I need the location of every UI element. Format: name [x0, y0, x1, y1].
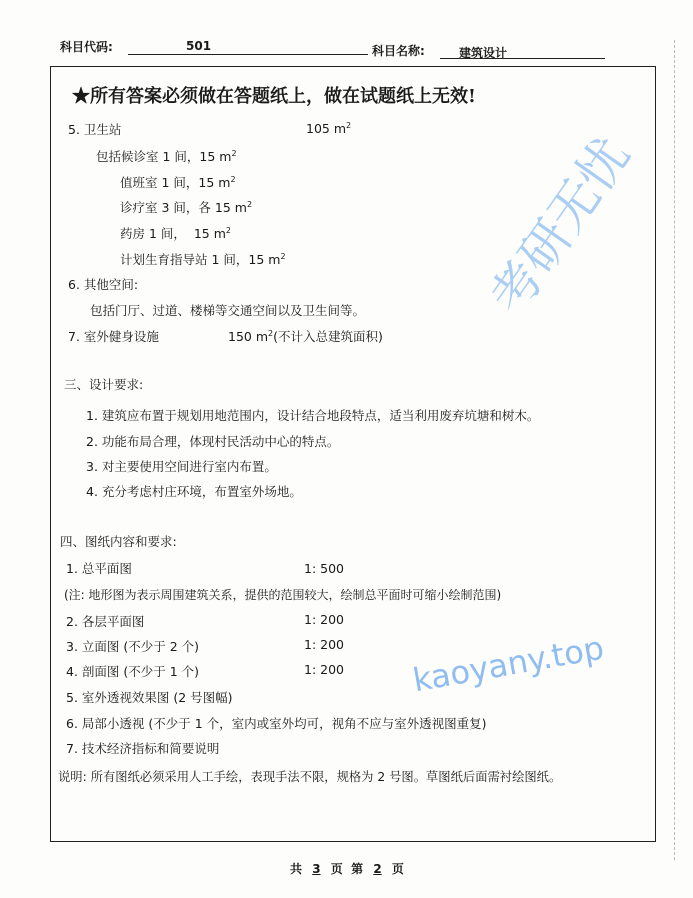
design-requirements-heading: 三、设计要求:	[64, 377, 144, 392]
section5-item: 计划生育指导站 1 间，15 $m^2$	[120, 251, 286, 267]
watermark-url: kaoyany.top	[410, 628, 607, 700]
subject-code-value: 501	[186, 39, 212, 53]
scan-edge	[672, 40, 675, 860]
requirement-item: 2. 功能布局合理，体现村民活动中心的特点。	[86, 434, 340, 449]
section5-item: 诊疗室 3 间，各 15 $m^2$	[120, 199, 253, 215]
drawing-item: 3. 立面图 (不少于 2 个)	[66, 639, 200, 654]
requirement-item: 3. 对主要使用空间进行室内布置。	[86, 459, 277, 474]
drawing-item: 2. 各层平面图	[66, 614, 145, 629]
drawing-item: 6. 局部小透视 (不少于 1 个，室内或室外均可，视角不应与室外透视图重复)	[66, 716, 487, 731]
section6-text: 包括门厅、过道、楼梯等交通空间以及卫生间等。	[90, 303, 366, 318]
drawing-note: (注: 地形图为表示周围建筑关系，提供的范围较大，绘制总平面时可缩小绘制范围)	[64, 588, 502, 602]
subject-name-value: 建筑设计	[459, 46, 508, 60]
requirement-item: 4. 充分考虑村庄环境，布置室外场地。	[86, 484, 302, 499]
section5-title: 5. 卫生站	[68, 122, 122, 137]
page-footer: 共 3 页 第 2 页	[290, 862, 404, 876]
drawing-item: 1. 总平面图	[66, 561, 132, 576]
section6-title: 6. 其他空间:	[68, 277, 139, 292]
drawing-item: 5. 室外透视效果图 (2 号图幅)	[66, 690, 233, 705]
watermark-cn: 考研无忧	[479, 127, 642, 325]
drawing-scale: 1: 200	[304, 612, 344, 627]
section5-item: 药房 1 间， 15 $m^2$	[120, 225, 231, 241]
subject-code-label: 科目代码:	[60, 40, 113, 54]
drawing-item: 7. 技术经济指标和简要说明	[66, 741, 220, 756]
section7-area: 150 $m^2$(不计入总建筑面积)	[228, 328, 383, 344]
drawing-scale: 1: 200	[304, 662, 344, 677]
section5-item: 包括候诊室 1 间，15 $m^2$	[96, 148, 237, 164]
drawing-scale: 1: 200	[304, 637, 344, 652]
notice: ★所有答案必须做在答题纸上，做在试题纸上无效!	[72, 86, 476, 107]
subject-code-underline	[128, 54, 368, 55]
subject-name-label: 科目名称:	[372, 44, 425, 58]
section5-item: 值班室 1 间，15 $m^2$	[120, 174, 236, 190]
drawing-item: 4. 剖面图 (不少于 1 个)	[66, 664, 200, 679]
drawings-note: 说明: 所有图纸必须采用人工手绘，表现手法不限，规格为 2 号图。草图纸后面需衬绘图纸。	[58, 770, 562, 784]
drawings-heading: 四、图纸内容和要求:	[60, 534, 177, 549]
requirement-item: 1. 建筑应布置于规划用地范围内，设计结合地段特点，适当利用废弃坑塘和树木。	[86, 408, 540, 423]
section7-title: 7. 室外健身设施	[68, 329, 159, 344]
section5-area: 105 $m^2$	[306, 121, 352, 137]
drawing-scale: 1: 500	[304, 561, 344, 576]
